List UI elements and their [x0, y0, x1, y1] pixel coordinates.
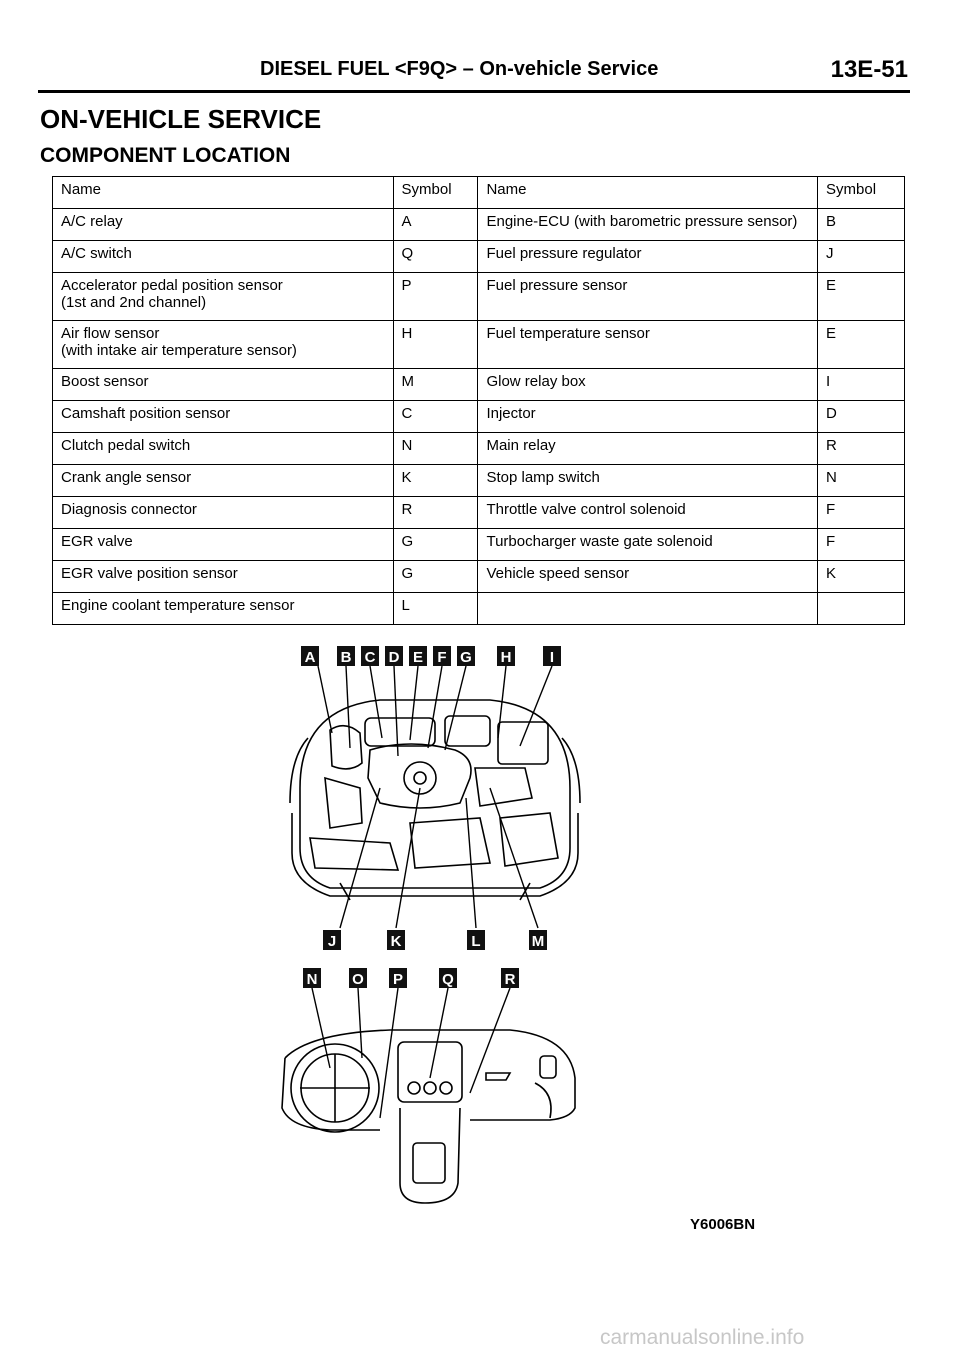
- callout-label-r: [501, 968, 519, 988]
- watermark: carmanualsonline.info: [600, 1326, 805, 1349]
- page-header: [38, 56, 910, 93]
- component-location-table: [52, 176, 905, 625]
- svg-text:N: N: [306, 971, 318, 988]
- column-header: Symbol: [818, 177, 905, 209]
- symbol-cell: I: [818, 369, 905, 401]
- svg-text:B: B: [340, 649, 352, 666]
- symbol-cell: G: [393, 561, 478, 593]
- table-row: [53, 401, 905, 433]
- component-name-cell: Injector: [478, 401, 818, 433]
- svg-text:P: P: [392, 971, 404, 988]
- component-name-cell: Crank angle sensor: [53, 465, 394, 497]
- component-name-cell: Vehicle speed sensor: [478, 561, 818, 593]
- component-name-cell: Glow relay box: [478, 369, 818, 401]
- symbol-cell: P: [393, 273, 478, 321]
- callout-label-j: [323, 930, 341, 950]
- svg-text:O: O: [352, 971, 364, 988]
- svg-text:K: K: [390, 933, 402, 950]
- table-row: [53, 209, 905, 241]
- symbol-cell: Q: [393, 241, 478, 273]
- page-number: 13E-51: [830, 56, 908, 83]
- component-name-cell: Boost sensor: [53, 369, 394, 401]
- table-row: [53, 465, 905, 497]
- svg-text:R: R: [504, 971, 516, 988]
- callout-label-a: [301, 646, 319, 666]
- callout-label-f: [433, 646, 451, 666]
- component-name-cell: Fuel temperature sensor: [478, 321, 818, 369]
- component-name-cell: Air flow sensor (with intake air temperature sensor): [53, 321, 394, 369]
- svg-text:F: F: [437, 649, 447, 666]
- callout-label-n: [303, 968, 321, 988]
- section-title: ON-VEHICLE SERVICE: [40, 104, 322, 134]
- symbol-cell: G: [393, 529, 478, 561]
- svg-text:I: I: [549, 649, 555, 666]
- symbol-cell: R: [393, 497, 478, 529]
- callout-label-e: [409, 646, 427, 666]
- callout-label-q: [439, 968, 457, 988]
- symbol-cell: C: [393, 401, 478, 433]
- svg-text:J: J: [327, 933, 337, 950]
- component-name-cell: Engine coolant temperature sensor: [53, 593, 394, 625]
- component-name-cell: Turbocharger waste gate solenoid: [478, 529, 818, 561]
- symbol-cell: A: [393, 209, 478, 241]
- callout-label-i: [543, 646, 561, 666]
- engine-bay-illustration: [290, 700, 580, 900]
- component-location-diagram: [270, 638, 600, 1218]
- component-name-cell: EGR valve position sensor: [53, 561, 394, 593]
- table-row: [53, 273, 905, 321]
- component-name-cell: Stop lamp switch: [478, 465, 818, 497]
- symbol-cell: E: [818, 273, 905, 321]
- component-name-cell: Fuel pressure sensor: [478, 273, 818, 321]
- symbol-cell: K: [393, 465, 478, 497]
- table-row: [53, 433, 905, 465]
- callout-label-c: [361, 646, 379, 666]
- svg-text:E: E: [412, 649, 424, 666]
- component-name-cell: Accelerator pedal position sensor (1st and 2nd channel): [53, 273, 394, 321]
- table-row: [53, 369, 905, 401]
- callout-label-h: [497, 646, 515, 666]
- symbol-cell: B: [818, 209, 905, 241]
- instrument-panel-illustration: [282, 1030, 575, 1203]
- component-name-cell: EGR valve: [53, 529, 394, 561]
- symbol-cell: K: [818, 561, 905, 593]
- svg-text:G: G: [460, 649, 472, 666]
- callout-label-l: [467, 930, 485, 950]
- component-name-cell: Clutch pedal switch: [53, 433, 394, 465]
- table-row: [53, 321, 905, 369]
- table-header-row: [53, 177, 905, 209]
- column-header: Name: [478, 177, 818, 209]
- figure-code: Y6006BN: [690, 1216, 756, 1233]
- header-title: DIESEL FUEL <F9Q> – On-vehicle Service: [260, 58, 659, 80]
- component-name-cell: Fuel pressure regulator: [478, 241, 818, 273]
- svg-text:A: A: [304, 649, 316, 666]
- callout-label-d: [385, 646, 403, 666]
- callout-label-o: [349, 968, 367, 988]
- column-header: Symbol: [393, 177, 478, 209]
- svg-text:M: M: [531, 933, 545, 950]
- component-name-cell: Throttle valve control solenoid: [478, 497, 818, 529]
- symbol-cell: R: [818, 433, 905, 465]
- symbol-cell: F: [818, 529, 905, 561]
- table-row: [53, 561, 905, 593]
- callout-label-p: [389, 968, 407, 988]
- component-name-cell: A/C switch: [53, 241, 394, 273]
- symbol-cell: [818, 593, 905, 625]
- component-name-cell: [478, 593, 818, 625]
- table-row: [53, 593, 905, 625]
- symbol-cell: L: [393, 593, 478, 625]
- subsection-title: COMPONENT LOCATION: [40, 144, 291, 167]
- table-row: [53, 529, 905, 561]
- symbol-cell: F: [818, 497, 905, 529]
- callout-label-g: [457, 646, 475, 666]
- callout-label-b: [337, 646, 355, 666]
- component-name-cell: Camshaft position sensor: [53, 401, 394, 433]
- component-name-cell: Main relay: [478, 433, 818, 465]
- component-name-cell: A/C relay: [53, 209, 394, 241]
- symbol-cell: M: [393, 369, 478, 401]
- cabin-leader-lines: [312, 988, 510, 1118]
- svg-text:H: H: [500, 649, 512, 666]
- callout-label-m: [529, 930, 547, 950]
- component-name-cell: Diagnosis connector: [53, 497, 394, 529]
- symbol-cell: D: [818, 401, 905, 433]
- svg-text:Q: Q: [442, 971, 454, 988]
- callout-label-k: [387, 930, 405, 950]
- component-name-cell: Engine-ECU (with barometric pressure sensor): [478, 209, 818, 241]
- column-header: Name: [53, 177, 394, 209]
- svg-text:D: D: [388, 649, 400, 666]
- symbol-cell: J: [818, 241, 905, 273]
- svg-text:C: C: [364, 649, 376, 666]
- symbol-cell: H: [393, 321, 478, 369]
- svg-text:L: L: [471, 933, 481, 950]
- symbol-cell: N: [818, 465, 905, 497]
- table-row: [53, 241, 905, 273]
- symbol-cell: E: [818, 321, 905, 369]
- symbol-cell: N: [393, 433, 478, 465]
- table-row: [53, 497, 905, 529]
